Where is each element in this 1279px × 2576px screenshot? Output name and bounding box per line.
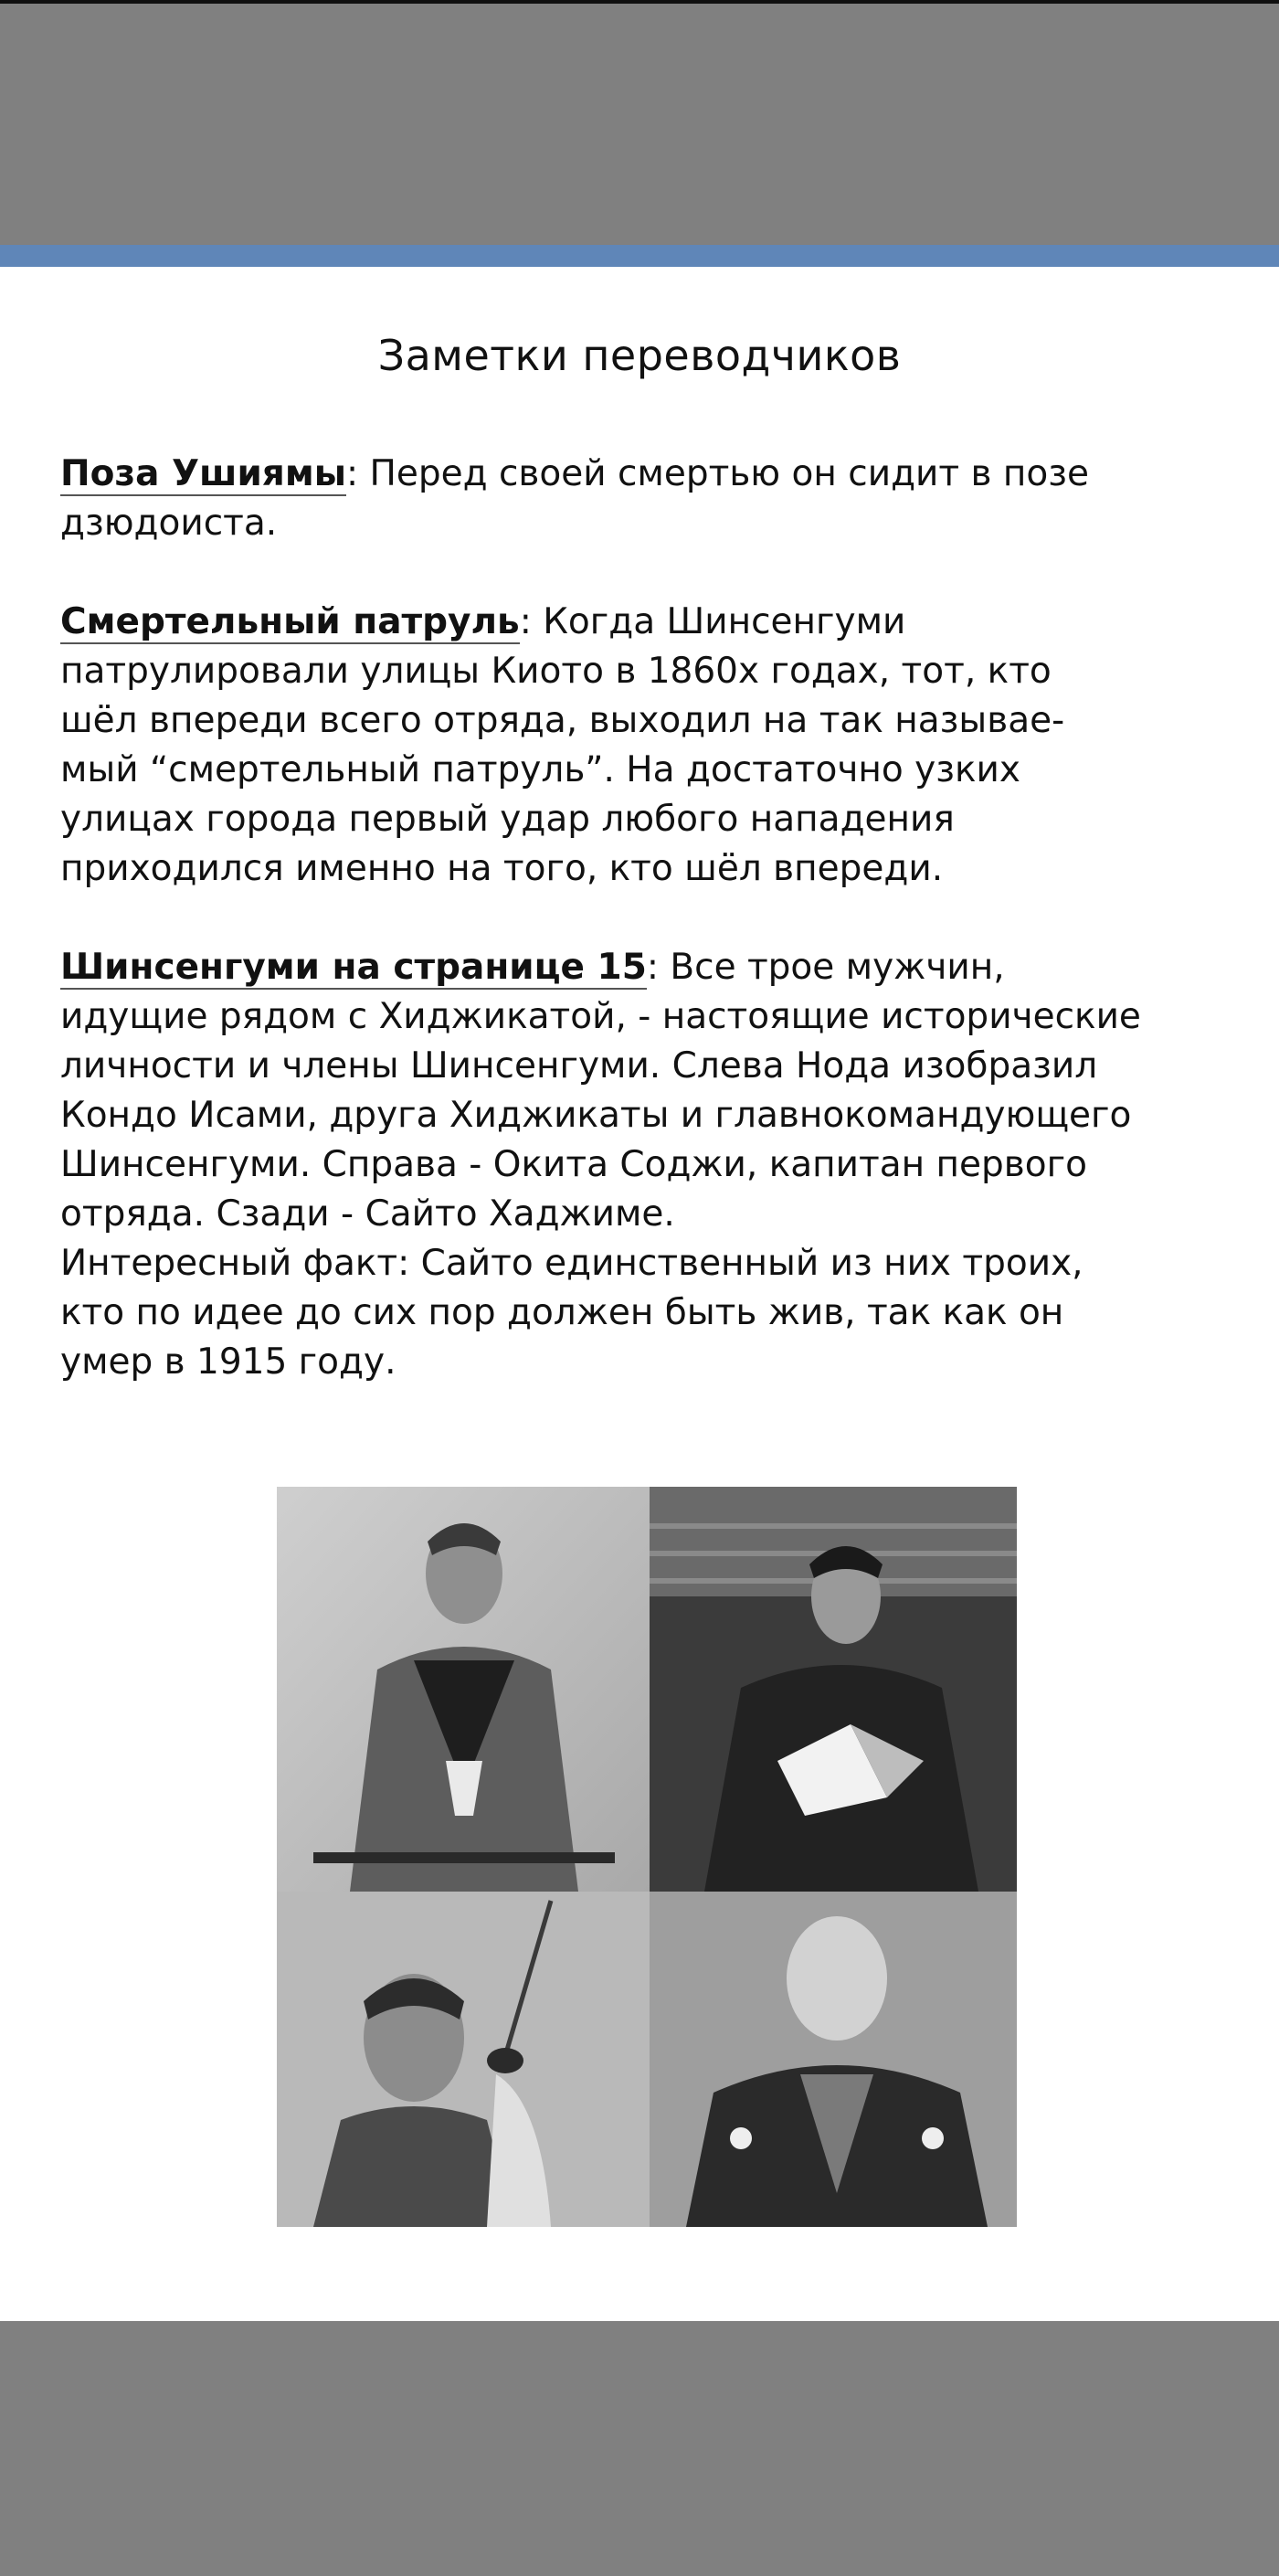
note-line: улицах города первый удар любого нападения: [60, 799, 955, 840]
note-line: личности и члены Шинсенгуми. Слева Нода изобразил: [60, 1045, 1098, 1087]
note-line: шёл впереди всего отряда, выходил на так называе-: [60, 700, 1065, 741]
note-death-patrol: [60, 598, 1221, 894]
page-title: Заметки переводчиков: [377, 331, 902, 380]
header-accent-bar: [0, 245, 1279, 267]
portrait-elder-man-photo: [650, 1892, 1017, 2227]
portrait-swordsman-photo: [277, 1892, 650, 2227]
note-line: Интересный факт: Сайто единственный из них троих,: [60, 1243, 1083, 1284]
portrait-young-samurai-icon: [650, 1487, 1017, 1892]
note-line: [60, 943, 1221, 992]
note-line: патрулировали улицы Киото в 1860х годах, тот, кто: [60, 651, 1052, 692]
note-term: Поза Ушиямы: [60, 453, 346, 494]
note-line: отряда. Сзади - Сайто Хаджиме.: [60, 1193, 675, 1235]
note-text: : Все трое мужчин,: [646, 947, 1005, 988]
note-term: Шинсенгуми на странице 15: [60, 947, 647, 988]
portrait-seated-samurai-icon: [277, 1487, 650, 1892]
note-text: : Когда Шинсенгуми: [519, 601, 906, 642]
note-line: приходился именно на того, кто шёл впереди.: [60, 848, 944, 889]
note-line: мый “смертельный патруль”. На достаточно узких: [60, 749, 1020, 790]
note-line: Шинсенгуми. Справа - Окита Соджи, капитан первого: [60, 1144, 1087, 1185]
portrait-swordsman-icon: [277, 1892, 650, 2227]
note-line: кто по идее до сих пор должен быть жив, так как он: [60, 1292, 1064, 1333]
portrait-seated-samurai-photo: [277, 1487, 650, 1892]
note-line: дзюдоиста.: [60, 503, 278, 544]
note-line: Кондо Исами, друга Хиджикаты и главнокомандующего: [60, 1095, 1132, 1136]
historical-photos-grid: [277, 1487, 1017, 2227]
top-margin: [0, 4, 1279, 245]
note-line: [60, 450, 1221, 499]
note-line: умер в 1915 году.: [60, 1341, 396, 1383]
note-ushiyama-pose: [60, 450, 1221, 548]
note-text: : Перед своей смертью он сидит в позе: [346, 453, 1089, 494]
portrait-elder-man-icon: [650, 1892, 1017, 2227]
translator-notes: [60, 450, 1221, 1436]
note-term: Смертельный патруль: [60, 601, 520, 642]
note-shinsengumi-page-15: [60, 943, 1221, 1387]
notes-page: [0, 267, 1279, 2321]
portrait-young-samurai-photo: [650, 1487, 1017, 1892]
note-line: [60, 598, 1221, 647]
note-line: идущие рядом с Хиджикатой, - настоящие исторические: [60, 996, 1141, 1037]
bottom-margin: [0, 2321, 1279, 2576]
